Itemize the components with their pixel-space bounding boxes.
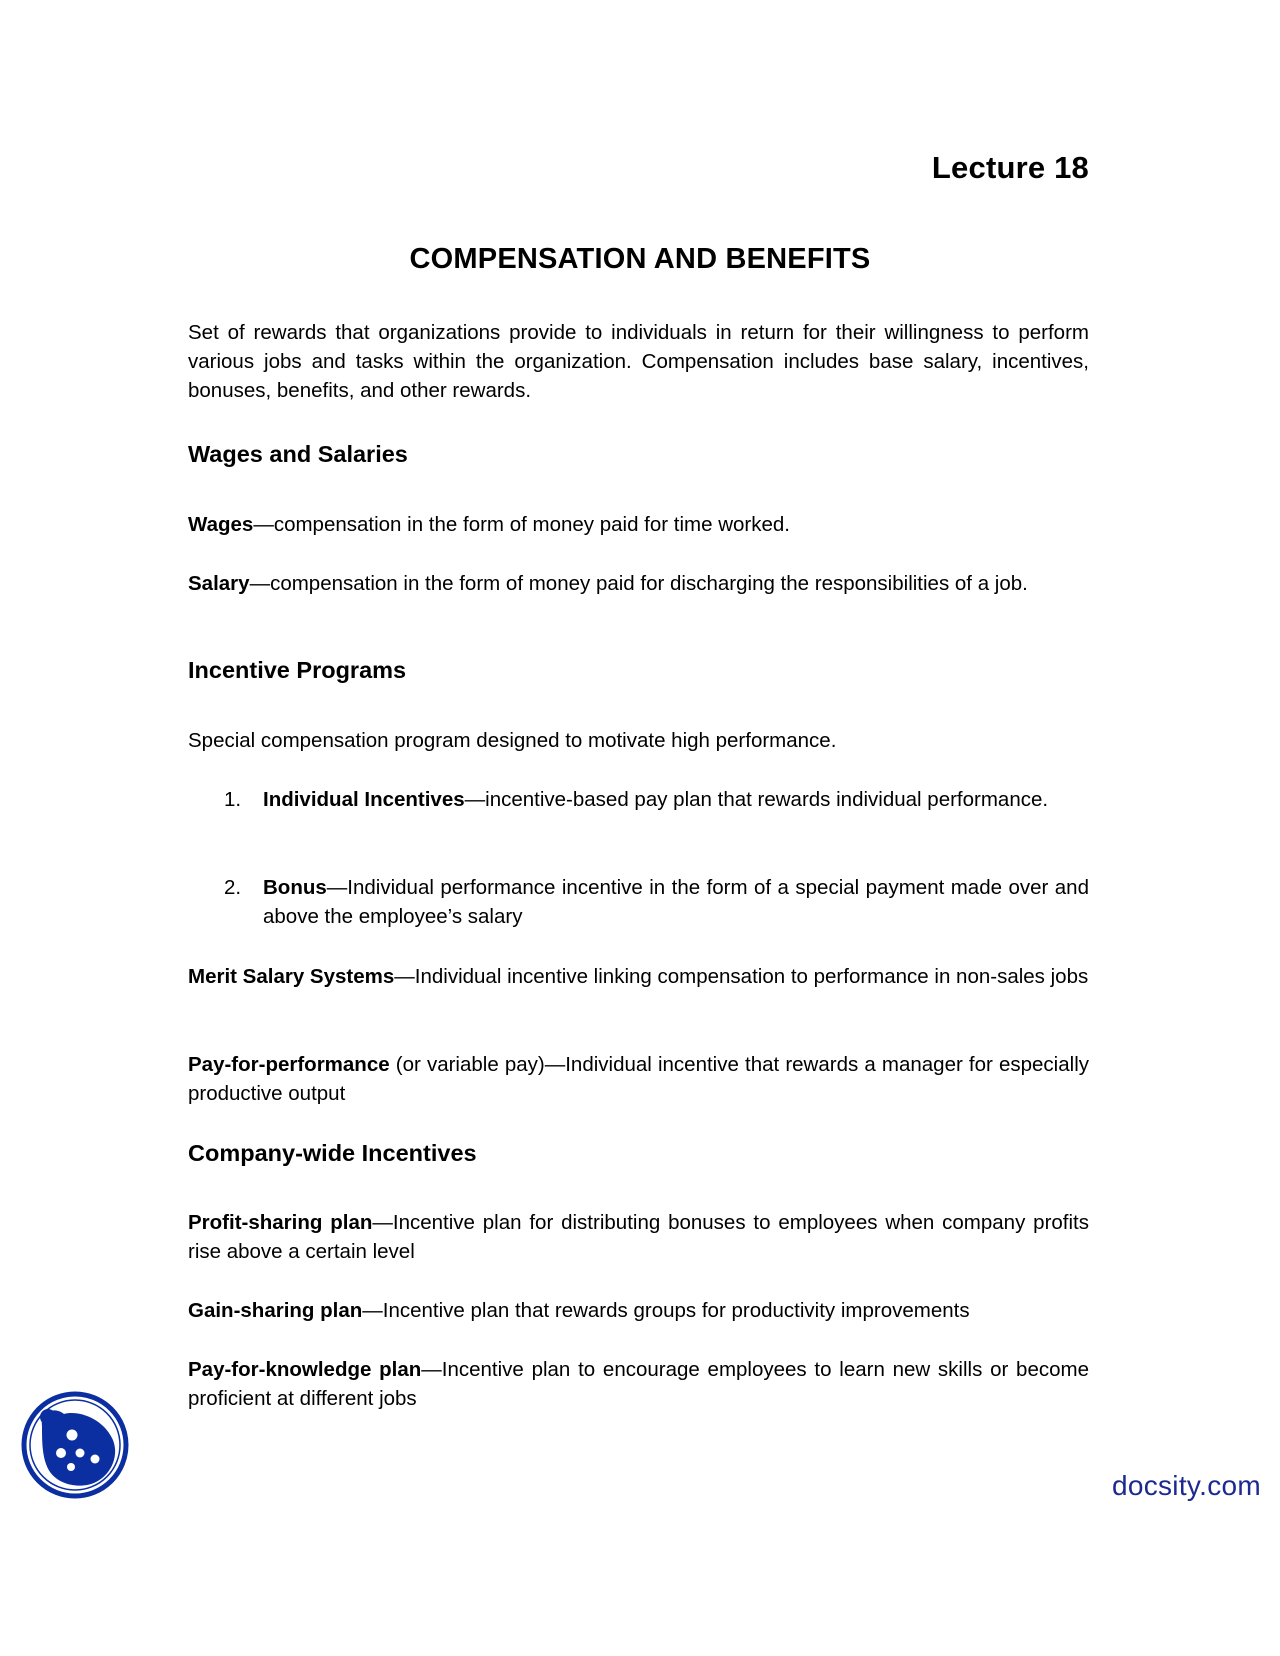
list-item-number: 2.	[224, 876, 242, 899]
docsity-logo-icon	[20, 1390, 130, 1500]
intro-paragraph: Set of rewards that organizations provide to individuals in return for their willingness to perform various jobs and tasks within the organization. Compensation includes base salary, incentives, bonuses, benefits, and other rewards.	[188, 321, 1089, 402]
heading-wages-and-salaries: Wages and Salaries	[188, 441, 408, 467]
list-item-bonus	[263, 873, 1089, 931]
term-individual-incentives: Individual Incentives	[263, 788, 465, 811]
definition-profit-text: —Incentive plan for distributing bonuses to employees when company profits rise above a certain level	[188, 1211, 1089, 1263]
lecture-number: Lecture 18	[931, 150, 1089, 185]
definition-salary	[188, 569, 1089, 598]
term-gain-sharing-plan: Gain-sharing plan	[188, 1299, 363, 1322]
term-profit-sharing-plan: Profit-sharing plan	[188, 1211, 373, 1234]
definition-individual-incentives: —incentive-based pay plan that rewards individual performance.	[464, 788, 1049, 811]
term-bonus: Bonus	[263, 876, 327, 899]
definition-merit-text: —Individual incentive linking compensation to performance in non-sales jobs	[394, 965, 1089, 988]
definition-salary-text: —compensation in the form of money paid for discharging the responsibilities of a job.	[249, 572, 1028, 595]
docsity-brand-link[interactable]: docsity.com	[1111, 1470, 1261, 1501]
list-item-individual-incentives	[263, 785, 1089, 814]
term-wages: Wages	[188, 513, 254, 536]
definition-wages	[188, 510, 1089, 539]
definition-pay-for-knowledge-plan	[188, 1355, 1089, 1413]
term-pay-for-performance: Pay-for-performance	[188, 1053, 390, 1076]
list-item-number: 1.	[224, 788, 242, 811]
term-pay-for-knowledge-plan: Pay-for-knowledge plan	[188, 1358, 422, 1381]
definition-merit-salary-systems	[188, 962, 1089, 991]
term-salary: Salary	[188, 572, 250, 595]
definition-bonus: —Individual performance incentive in the form of a special payment made over and above the employee’s salary	[263, 876, 1089, 928]
definition-pay-for-performance	[188, 1050, 1089, 1108]
heading-company-wide-incentives: Company-wide Incentives	[188, 1140, 477, 1166]
definition-gain-sharing-plan	[188, 1296, 1089, 1325]
definition-profit-sharing-plan	[188, 1208, 1089, 1266]
definition-gain-text: —Incentive plan that rewards groups for productivity improvements	[362, 1299, 970, 1322]
term-merit-salary-systems: Merit Salary Systems	[188, 965, 395, 988]
definition-knowledge-text: —Incentive plan to encourage employees to learn new skills or become proficient at different jobs	[188, 1358, 1089, 1410]
definition-pay-text: (or variable pay)—Individual incentive that rewards a manager for especially productive output	[188, 1053, 1089, 1105]
page-title: COMPENSATION AND BENEFITS	[409, 243, 871, 275]
definition-wages-text: —compensation in the form of money paid for time worked.	[253, 513, 790, 536]
heading-incentive-programs: Incentive Programs	[188, 657, 407, 683]
incentive-intro: Special compensation program designed to motivate high performance.	[188, 729, 837, 752]
